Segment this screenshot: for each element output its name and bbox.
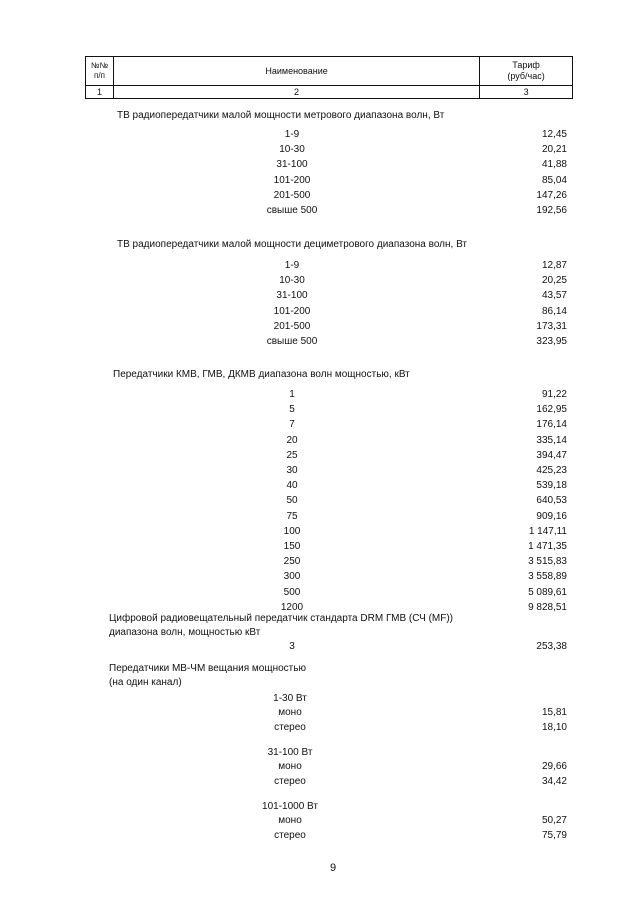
header-name-label: Наименование: [265, 66, 328, 76]
row-value: 75,79: [541, 830, 567, 841]
header-number-label: №№ п/п: [90, 61, 109, 80]
section-title: Передатчики МВ-ЧМ вещания мощностью: [109, 663, 306, 674]
row-value: 5 089,61: [528, 586, 567, 598]
row-value: 86,14: [541, 305, 567, 317]
header-number-cell: [86, 57, 114, 86]
row-value: 394,47: [536, 449, 567, 461]
row-label: 75: [286, 510, 298, 522]
group-label: 31-100 Вт: [267, 747, 313, 758]
tariff-table-header: [85, 56, 573, 99]
row-label: стерео: [274, 776, 306, 787]
row-value: 3 515,83: [528, 556, 567, 568]
row-label: 5: [289, 404, 295, 416]
row-label: 50: [286, 495, 298, 507]
row-value: 539,18: [536, 480, 567, 492]
section-subtitle: диапазона волн, мощностью кВт: [109, 627, 261, 638]
row-label: 30: [286, 465, 298, 476]
row-label: 100: [283, 525, 301, 537]
row-value: 91,22: [541, 389, 567, 400]
row-label: 1200: [280, 601, 304, 613]
row-label: 150: [283, 541, 301, 552]
row-value: 15,81: [541, 707, 567, 718]
row-label: 3: [289, 641, 295, 652]
row-label: 201-500: [273, 189, 311, 201]
row-label: 250: [283, 556, 301, 568]
row-label: стерео: [274, 830, 306, 841]
row-label: 20: [286, 434, 298, 446]
section-title: ТВ радиопередатчики малой мощности дециметрового диапазона волн, Вт: [117, 239, 467, 250]
row-label: 10-30: [279, 275, 305, 287]
row-value: 323,95: [536, 336, 567, 347]
group-label: 1-30 Вт: [273, 693, 307, 704]
header-tariff-label: Тариф (руб/час): [507, 60, 545, 81]
section-subtitle: (на один канал): [109, 677, 182, 688]
row-value: 20,21: [541, 144, 567, 156]
row-label: 31-100: [276, 159, 308, 171]
row-label: моно: [278, 761, 302, 772]
header-name-cell: [113, 57, 479, 86]
row-value: 147,26: [536, 189, 567, 201]
header-col-number-2: 2: [113, 86, 479, 99]
row-label: 1-9: [284, 260, 300, 271]
row-value: 9 828,51: [528, 601, 567, 613]
row-value: 41,88: [541, 159, 567, 171]
row-value: 253,38: [536, 641, 567, 652]
row-value: 335,14: [536, 434, 567, 446]
row-value: 192,56: [536, 205, 567, 216]
row-value: 176,14: [536, 419, 567, 431]
row-value: 640,53: [536, 495, 567, 507]
row-value: 173,31: [536, 320, 567, 332]
row-label: 101-200: [273, 174, 311, 186]
row-value: 12,87: [541, 260, 567, 271]
row-value: 50,27: [541, 815, 567, 826]
page-number: 9: [330, 862, 337, 874]
row-label: 10-30: [279, 144, 305, 156]
group-label: 101-1000 Вт: [262, 801, 318, 812]
row-label: 31-100: [276, 290, 308, 302]
row-label: 1-9: [284, 129, 300, 140]
row-value: 162,95: [536, 404, 567, 416]
row-label: моно: [278, 815, 302, 826]
row-label: 1: [289, 389, 295, 400]
header-tariff-cell: [480, 57, 573, 86]
row-label: 101-200: [273, 305, 311, 317]
row-value: 909,16: [536, 510, 567, 522]
row-value: 20,25: [541, 275, 567, 287]
row-label: 500: [283, 586, 301, 598]
section-title: Цифровой радиовещательный передатчик стандарта DRM ГМВ (СЧ (MF)): [109, 613, 454, 624]
row-label: 25: [286, 449, 298, 461]
row-value: 43,57: [541, 290, 567, 302]
row-label: 7: [289, 419, 295, 431]
row-value: 3 558,89: [528, 571, 567, 583]
row-value: 1 147,11: [528, 525, 567, 537]
row-label: стерео: [274, 722, 306, 733]
row-value: 425,23: [536, 465, 567, 476]
row-label: свыше 500: [266, 336, 318, 347]
header-col-number-3: 3: [480, 86, 573, 99]
header-col-number-1: 1: [86, 86, 114, 99]
row-value: 1 471,35: [528, 541, 567, 552]
row-label: 300: [283, 571, 301, 583]
row-label: свыше 500: [266, 205, 318, 216]
row-value: 34,42: [541, 776, 567, 787]
row-value: 29,66: [541, 761, 567, 772]
row-value: 18,10: [541, 722, 567, 733]
section-title: Передатчики КМВ, ГМВ, ДКМВ диапазона волн мощностью, кВт: [113, 369, 410, 380]
section-title: ТВ радиопередатчики малой мощности метрового диапазона волн, Вт: [117, 110, 445, 121]
row-value: 85,04: [541, 174, 567, 186]
row-label: моно: [278, 707, 302, 718]
row-label: 201-500: [273, 320, 311, 332]
row-value: 12,45: [541, 129, 567, 140]
row-label: 40: [286, 480, 298, 492]
